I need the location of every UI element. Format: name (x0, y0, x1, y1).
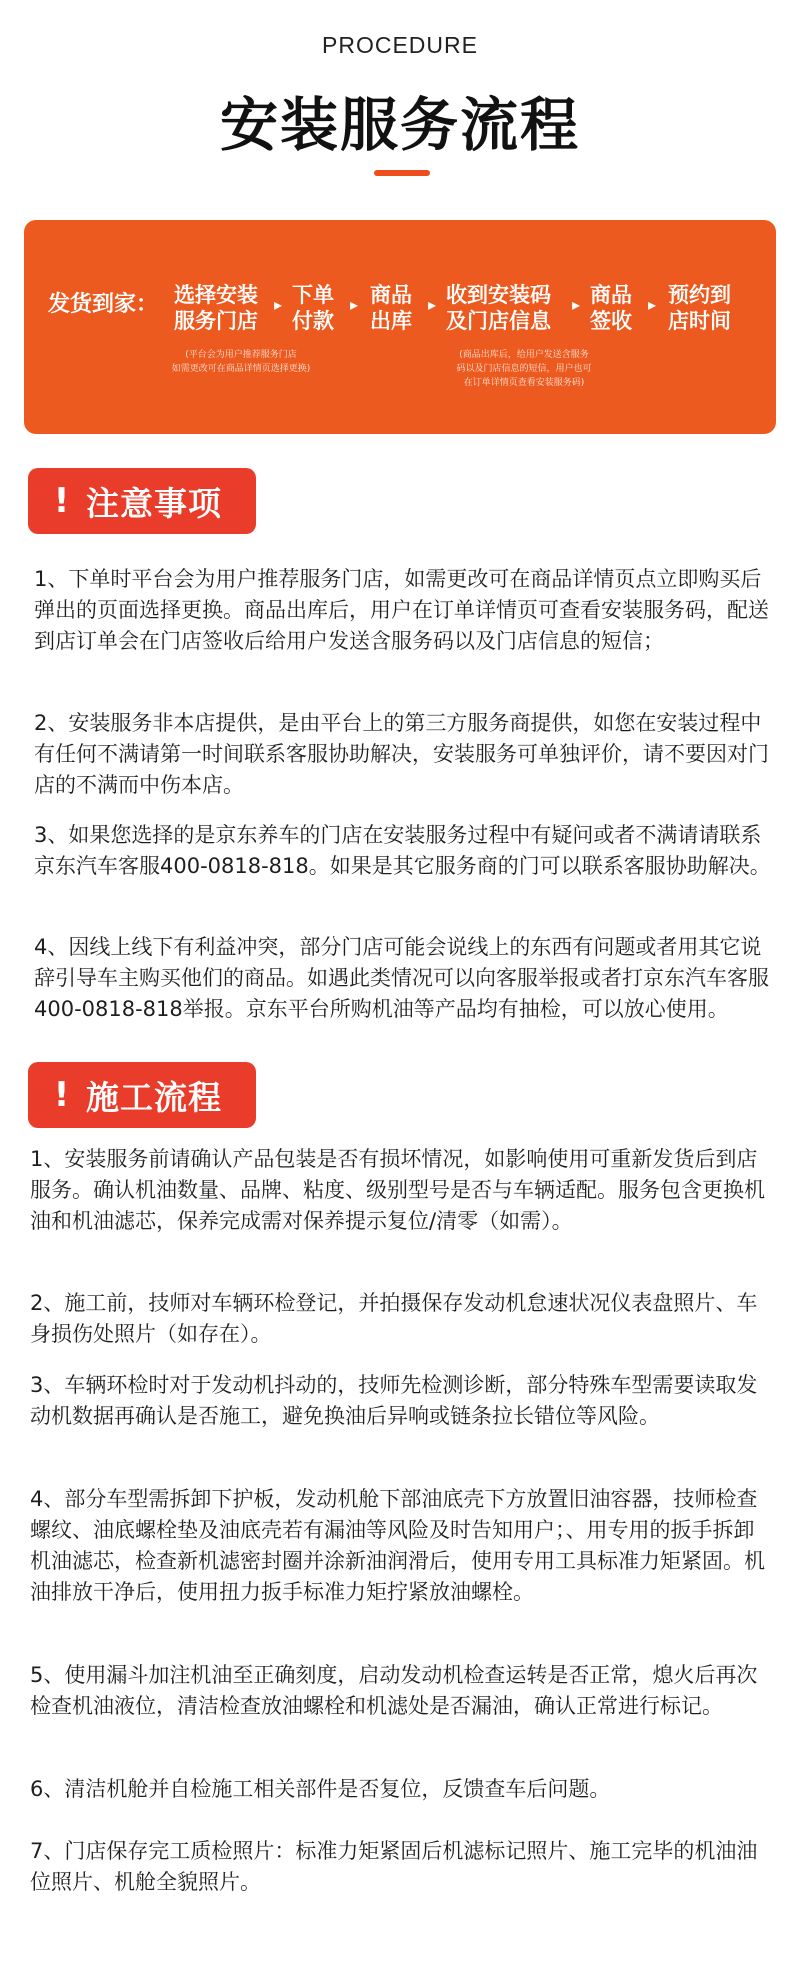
flow-arrow-icon: ▸ (572, 295, 581, 314)
notice-item: 4、因线上线下有利益冲突，部分门店可能会说线上的东西有问题或者用其它说辞引导车主购买他们的商品。如遇此类情况可以向客服举报或者打京东汽车客服400-0818-818举报。京东平台所购机油等产品均有抽检，可以放心使用。 (34, 935, 769, 1021)
flow-note-store: (平台会为用户推荐服务门店 如需更改可在商品详情页选择更换) (171, 350, 311, 374)
flow-step-receive-code: 收到安装码 及门店信息 (446, 283, 551, 333)
header-english-title: PROCEDURE (322, 32, 478, 58)
notice-section-title: 注意事项 (86, 483, 222, 523)
notice-item: 3、如果您选择的是京东养车的门店在安装服务过程中有疑问或者不满请请联系京东汽车客服400-0818-818。如果是其它服务商的门可以联系客服协助解决。 (34, 823, 771, 878)
flow-arrow-icon: ▸ (350, 295, 359, 314)
process-item: 1、安装服务前请确认产品包装是否有损坏情况，如影响使用可重新发货后到店服务。确认机油数量、品牌、粘度、级别型号是否与车辆适配。服务包含更换机油和机油滤芯，保养完成需对保养提示复位/清零（如需）。 (30, 1147, 765, 1233)
process-section-tag (28, 1062, 256, 1128)
warning-exclamation-icon: ! (53, 1075, 71, 1115)
process-section-title: 施工流程 (86, 1077, 222, 1117)
flow-note-service-code: (商品出库后，给用户发送含服务 码以及门店信息的短信，用户也可 在订单详情页查看安装服务码) (456, 350, 592, 388)
process-item: 7、门店保存完工质检照片：标准力矩紧固后机滤标记照片、施工完毕的机油油位照片、机舱全貌照片。 (30, 1839, 758, 1894)
flow-arrow-icon: ▸ (274, 295, 283, 314)
warning-exclamation-icon: ! (53, 481, 71, 521)
flow-arrow-icon: ▸ (428, 295, 437, 314)
process-item: 3、车辆环检时对于发动机抖动的，技师先检测诊断，部分特殊车型需要读取发动机数据再确认是否施工，避免换油后异响或链条拉长错位等风险。 (30, 1373, 758, 1428)
flow-lead-label: 发货到家： (48, 292, 159, 317)
notice-section-tag (28, 468, 256, 534)
service-flow-banner (24, 220, 776, 434)
process-item: 5、使用漏斗加注机油至正确刻度，启动发动机检查运转是否正常，熄火后再次检查机油液位，清洁检查放油螺栓和机滤处是否漏油，确认正常进行标记。 (30, 1663, 758, 1718)
flow-step-book-time: 预约到 店时间 (668, 283, 731, 333)
flow-step-choose-store: 选择安装 服务门店 (174, 283, 258, 333)
flow-step-pay: 下单 付款 (292, 283, 334, 333)
process-item: 2、施工前，技师对车辆环检登记，并拍摄保存发动机怠速状况仪表盘照片、车身损伤处照片（如存在）。 (30, 1291, 758, 1346)
process-item: 6、清洁机舱并自检施工相关部件是否复位，反馈查车后问题。 (30, 1777, 611, 1801)
notice-item: 1、下单时平台会为用户推荐服务门店，如需更改可在商品详情页点立即购买后弹出的页面选择更换。商品出库后，用户在订单详情页可查看安装服务码，配送到店订单会在门店签收后给用户发送含服务码以及门店信息的短信； (34, 567, 769, 653)
title-underline (374, 170, 430, 176)
flow-step-ship: 商品 出库 (370, 283, 412, 333)
notice-item: 2、安装服务非本店提供，是由平台上的第三方服务商提供，如您在安装过程中有任何不满请第一时间联系客服协助解决，安装服务可单独评价，请不要因对门店的不满而中伤本店。 (34, 711, 769, 797)
flow-step-sign: 商品 签收 (590, 283, 632, 333)
page-title: 安装服务流程 (219, 91, 580, 159)
flow-arrow-icon: ▸ (648, 295, 657, 314)
process-item: 4、部分车型需拆卸下护板，发动机舱下部油底壳下方放置旧油容器，技师检查螺纹、油底螺栓垫及油底壳若有漏油等风险及时告知用户；、用专用的扳手拆卸机油滤芯，检查新机滤密封圈并涂新油润滑后，使用专用工具标准力矩紧固。机油排放干净后，使用扭力扳手标准力矩拧紧放油螺栓。 (30, 1487, 765, 1604)
